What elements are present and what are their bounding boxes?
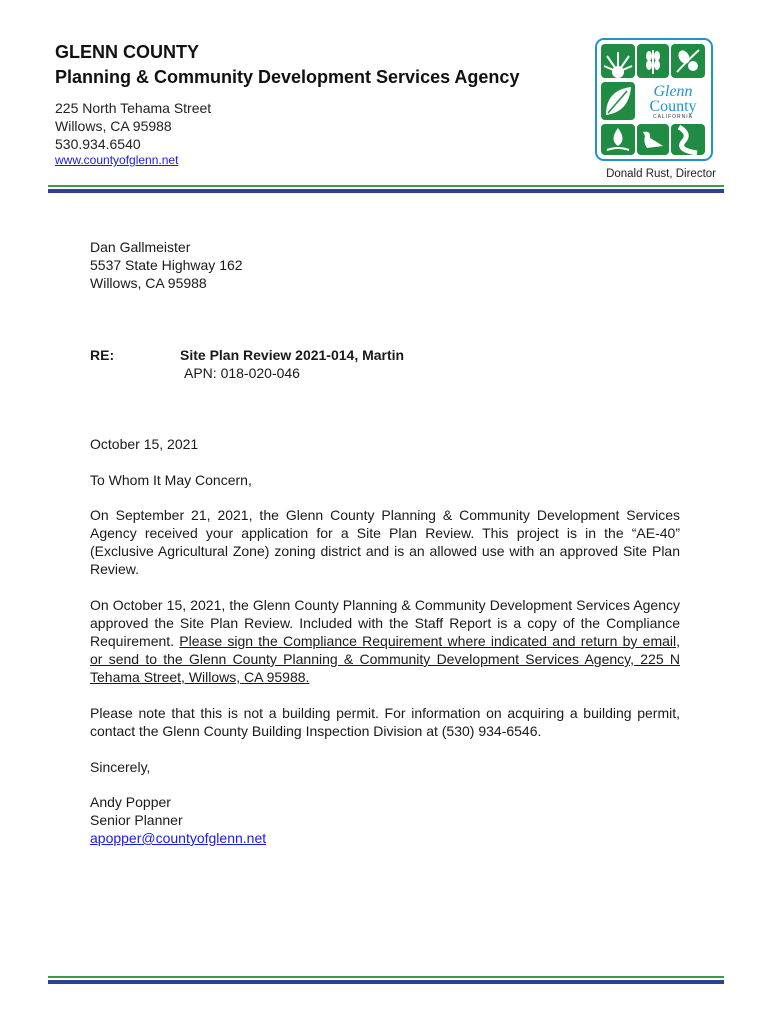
logo-river-tile	[671, 124, 705, 155]
footer-rule-blue	[48, 980, 724, 984]
footer-rule-green	[48, 976, 724, 978]
sun-icon	[601, 44, 635, 78]
signature-block	[90, 793, 266, 847]
agency-phone: 530.934.6540	[55, 136, 141, 152]
recipient-city: Willows, CA 95988	[90, 275, 207, 291]
recipient-name: Dan Gallmeister	[90, 239, 191, 255]
water-drop-icon	[601, 124, 635, 155]
agency-street: 225 North Tehama Street	[55, 100, 212, 116]
letterhead-title	[55, 40, 519, 90]
county-logo	[595, 38, 713, 161]
logo-goose-tile	[637, 124, 669, 155]
logo-wordmark	[638, 84, 708, 118]
leaf-icon	[601, 82, 635, 120]
signer-title: Senior Planner	[90, 812, 183, 828]
signer-email-link[interactable]: apopper@countyofglenn.net	[90, 830, 267, 846]
logo-wheat-tile	[637, 44, 669, 78]
signer-name: Andy Popper	[90, 794, 171, 810]
recipient-street: 5537 State Highway 162	[90, 257, 243, 273]
logo-word-glenn: Glenn	[653, 83, 693, 100]
agency-name: Planning & Community Development Services Agency	[55, 67, 520, 87]
logo-sun-tile	[601, 44, 635, 78]
re-apn: APN: 018-020-046	[184, 365, 300, 381]
logo-word-california: CALIFORNIA	[652, 114, 693, 120]
paragraph-approval	[90, 596, 680, 686]
approval-text: On October 15, 2021, the Glenn County Planning & Community Development Services Agency approved the Site Plan Review. Included with the Staff Report is a copy of the Compliance Requirement.	[90, 597, 680, 649]
salutation: To Whom It May Concern,	[90, 472, 252, 488]
county-name: GLENN COUNTY	[55, 42, 199, 62]
river-icon	[671, 124, 705, 155]
recipient-block	[90, 238, 243, 292]
logo-water-tile	[601, 124, 635, 155]
header-rule-green	[48, 185, 724, 187]
director-name: Donald Rust, Director	[606, 168, 716, 180]
logo-leaf-tile	[601, 82, 635, 120]
logo-olive-tile	[671, 44, 705, 78]
logo-word-county: County	[649, 98, 697, 115]
paragraph-application: On September 21, 2021, the Glenn County Planning & Community Development Services Agency received your application for a Site Plan Review. This project is in the “AE-40” (Exclusive Agricultural Zone) zoning district and is an allowed use with an approved Site Plan Review.	[90, 507, 680, 577]
closing: Sincerely,	[90, 759, 151, 775]
bird-icon	[637, 124, 669, 155]
website-link[interactable]: www.countyofglenn.net	[55, 153, 179, 167]
re-label: RE:	[90, 347, 115, 363]
agency-city: Willows, CA 95988	[55, 118, 172, 134]
re-subject: Site Plan Review 2021-014, Martin	[180, 347, 405, 363]
wheat-icon	[637, 44, 669, 78]
header-rule-blue	[48, 189, 724, 193]
olive-icon	[671, 44, 705, 78]
approval-instructions: Please sign the Compliance Requirement where indicated and return by email, or send to the Glenn County Planning & Community Development Services Agency, 225 N Tehama Street, Willows, CA 95988.	[90, 633, 681, 685]
agency-address	[55, 99, 211, 153]
paragraph-permit-note: Please note that this is not a building permit. For information on acquiring a building permit, contact the Glenn County Building Inspection Division at (530) 934-6546.	[90, 705, 680, 739]
letter-date: October 15, 2021	[90, 436, 199, 452]
